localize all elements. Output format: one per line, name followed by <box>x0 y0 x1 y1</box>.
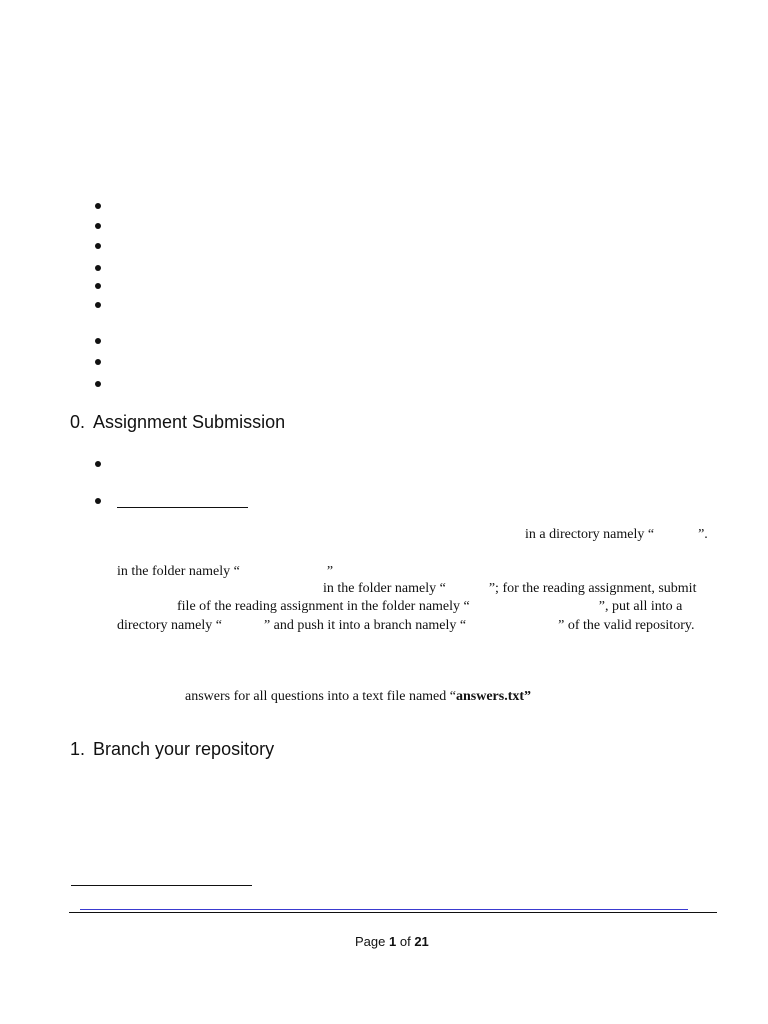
section-1-title: Branch your repository <box>93 739 275 759</box>
section-0-heading <box>70 412 285 433</box>
bullet-9 <box>95 381 101 387</box>
instruction-line-1 <box>525 526 708 544</box>
footnote-separator <box>71 885 252 886</box>
line-2-end: ” <box>326 564 334 579</box>
line-5-end: ” of the valid repository. <box>558 618 695 633</box>
bullet-3 <box>95 243 101 249</box>
bullet-6 <box>95 302 101 308</box>
line-5-mid: ” and push it into a branch namely “ <box>263 618 467 633</box>
bullet-2 <box>95 223 101 229</box>
instruction-line-3 <box>323 580 696 598</box>
page-number <box>355 934 429 949</box>
line-2-text: in the folder namely “ <box>117 564 240 579</box>
line-1-text: in a directory namely “ <box>525 527 655 542</box>
footer-rule <box>69 912 717 913</box>
line-4-end: ”, put all into a <box>598 599 683 614</box>
instruction-line-6 <box>185 688 531 706</box>
line-5-text: directory namely “ <box>117 618 222 633</box>
footer-link-underline <box>80 909 688 910</box>
section-0-title: Assignment Submission <box>93 412 286 432</box>
underlined-heading-blank <box>117 507 248 508</box>
answers-filename: answers.txt” <box>455 689 532 704</box>
bullet-5 <box>95 283 101 289</box>
bullet-1 <box>95 203 101 209</box>
page-word: Page <box>355 934 386 949</box>
section-1-heading <box>70 739 274 760</box>
bullet-4 <box>95 265 101 271</box>
of-word: of <box>399 934 411 949</box>
bullet-7 <box>95 338 101 344</box>
instruction-line-5 <box>117 617 694 635</box>
section-0-number: 0. <box>70 412 86 432</box>
section-1-number: 1. <box>70 739 86 759</box>
current-page: 1 <box>389 934 397 949</box>
instruction-line-4 <box>177 598 682 616</box>
submission-bullet-2 <box>95 498 101 504</box>
total-pages: 21 <box>414 934 429 949</box>
line-1-end: ”. <box>698 527 708 542</box>
line-6-text: answers for all questions into a text file named “ <box>185 689 456 704</box>
bullet-8 <box>95 359 101 365</box>
submission-bullet-1 <box>95 461 101 467</box>
instruction-line-2 <box>117 563 333 581</box>
line-3-end: ”; for the reading assignment, submit <box>488 581 697 596</box>
line-4-text: file of the reading assignment in the folder namely “ <box>177 599 470 614</box>
line-3-text: in the folder namely “ <box>323 581 446 596</box>
